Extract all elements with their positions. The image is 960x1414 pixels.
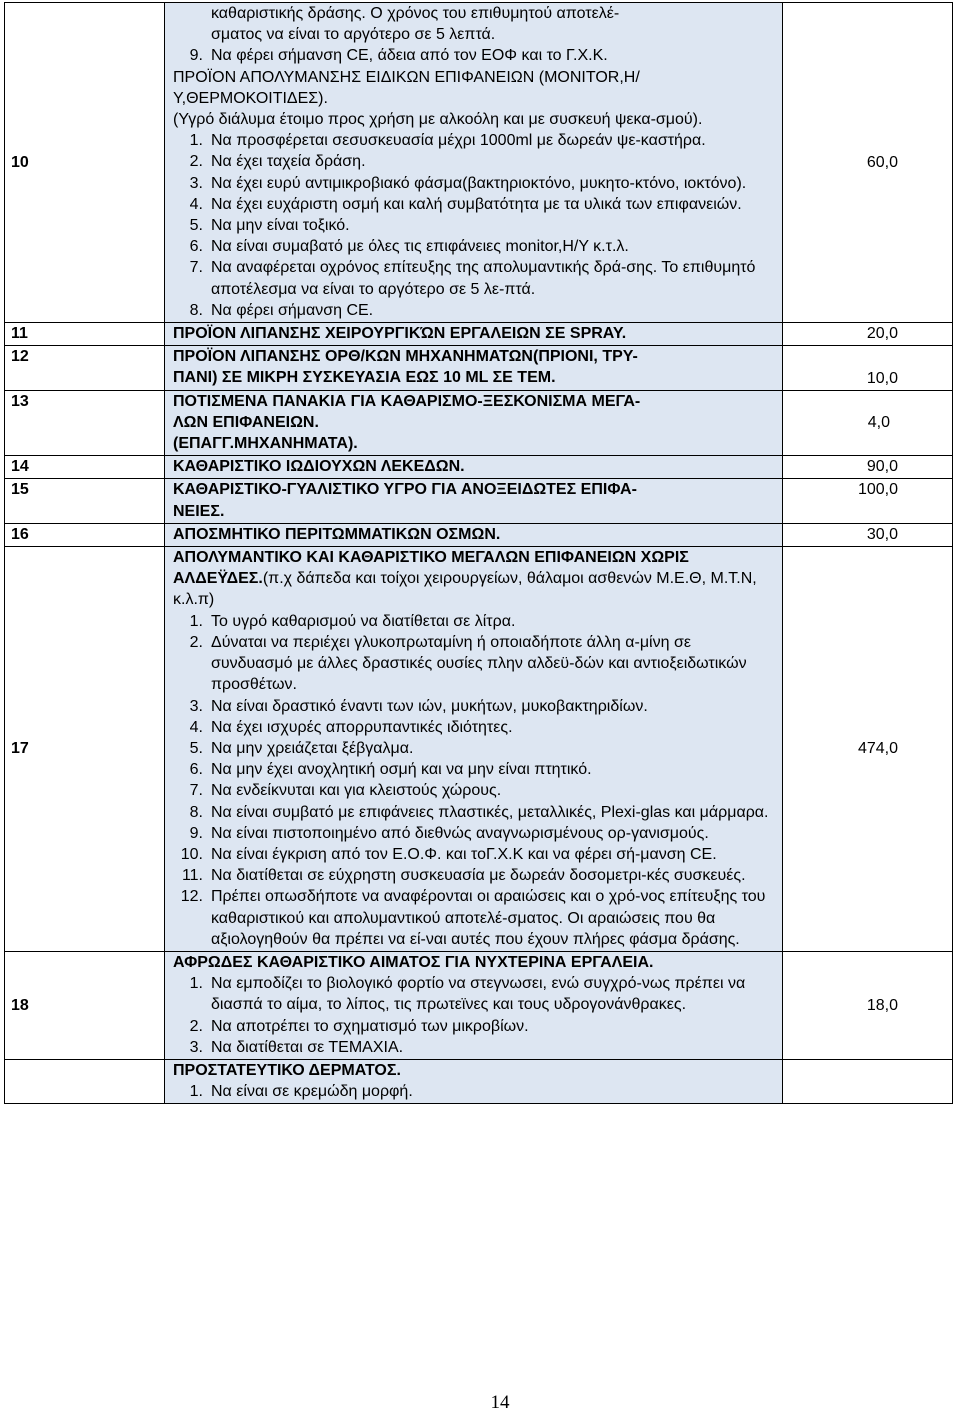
spec-index: 4. [189,718,203,736]
item-description [165,547,783,952]
spec-text: Πρέπει οπωσδήποτε να αναφέρονται οι αραιώσεις και ο χρό-νος επίτευξης του καθαριστικού και απολυμαντικού αποτελέ-σματος. Οι αραιώσεις που θα αξιολογηθούν θα πρέπει να εί-ναι αυτές που έχουν πλήρες φάσμα δράσης. [211,888,766,948]
item-quantity: 20,0 [783,323,953,346]
table-row [5,346,953,390]
item-title-line: (ΕΠΑΓΓ.ΜΗΧΑΝΗΜΑΤΑ). [173,435,358,453]
item-quantity: 10,0 [783,346,953,390]
spec-index: 9. [189,824,203,842]
spec-line: καθαριστικής δράσης. Ο χρόνος του επιθυμητού αποτελέ- [211,5,620,22]
item-title-line: ΠΑΝΙ) ΣΕ ΜΙΚΡΗ ΣΥΣΚΕΥΑΣΙΑ ΕΩΣ 10 ML ΣΕ ΤΕΜ. [173,369,556,387]
item-quantity: 90,0 [783,456,953,479]
item-number: 11 [5,323,165,346]
table-row [5,547,953,952]
item-number [5,1059,165,1103]
item-title-line: ΝΕΙΕΣ. [173,502,225,520]
spec-text: Να ενδείκνυται και για κλειστούς χώρους. [211,782,502,800]
spec-index: 8. [189,803,203,821]
item-title: ΠΡΟΪΟΝ ΛΙΠΑΝΣΗΣ ΧΕΙΡΟΥΡΓΙΚΏΝ ΕΡΓΑΛΕΙΩΝ ΣΕ SPRAY. [165,323,783,346]
spec-index: 12. [180,888,203,906]
item-title-line: ΠΟΤΙΣΜΕΝΑ ΠΑΝΑΚΙΑ ΓΙΑ ΚΑΘΑΡΙΣΜΟ-ΞΕΣΚΟΝΙΣΜΑ ΜΕΓΑ- [173,392,641,410]
page-number: 14 [490,1392,510,1413]
spec-index: 9. [189,47,203,65]
item-title: ΚΑΘΑΡΙΣΤΙΚΟ ΙΩΔΙΟΥΧΩΝ ΛΕΚΕΔΩΝ. [165,456,783,479]
spec-index: 11. [181,867,203,885]
spec-text: Να μην χρειάζεται ξέβγαλμα. [211,739,414,757]
item-quantity: 4,0 [783,390,953,456]
spec-index: 8. [189,301,203,319]
table-row [5,479,953,523]
spec-index: 1. [189,612,203,630]
specifications-table [4,2,953,1104]
item-description [165,346,783,390]
spec-text: Να προσφέρεται σεσυσκευασία μέχρι 1000ml με δωρεάν ψε-καστήρα. [211,132,706,150]
item-title-line: ΚΑΘΑΡΙΣΤΙΚΟ-ΓΥΑΛΙΣΤΙΚΟ ΥΓΡΟ ΓΙΑ ΑΝΟΞΕΙΔΩΤΕΣ ΕΠΙΦΑ- [173,481,637,499]
spec-index: 6. [189,238,203,256]
spec-text: Να διατίθεται σε εύχρηστη συσκευασία με δωρεάν δοσομετρι-κές συσκευές. [211,867,746,885]
spec-text: Να αναφέρεται οχρόνος επίτευξης της απολυμαντικής δρά-σης. Το επιθυμητό αποτέλεσμα να είναι το αργότερο σε 5 λε-πτά. [211,259,756,298]
item-number: 14 [5,456,165,479]
spec-index: 7. [189,259,203,277]
item-title: ΠΡΟΪΟΝ ΑΠΟΛΥΜΑΝΣΗΣ ΕΙΔΙΚΩΝ ΕΠΙΦΑΝΕΙΩΝ (MONITOR,Η/Υ,ΘΕΡΜΟΚΟΙΤΙΔΕΣ). [173,68,640,107]
spec-index: 1. [189,1083,203,1101]
item-quantity [783,1059,953,1103]
item-intro: (Υγρό διάλυμα έτοιμο προς χρήση με αλκοόλη και με συσκευή ψεκα-σμού). [173,111,703,129]
spec-text: Να έχει ταχεία δράση. [211,153,366,171]
spec-text: Να έχει ισχυρές απορρυπαντικές ιδιότητες. [211,718,513,736]
item-number: 16 [5,523,165,546]
item-quantity: 474,0 [783,547,953,952]
spec-text: Να έχει ευχάριστη οσμή και καλή συμβατότητα με τα υλικά των επιφανειών. [211,195,742,213]
table-row [5,523,953,546]
table-row [5,3,953,323]
table-row [5,390,953,456]
spec-text: Να είναι συμαβατό με όλες τις επιφάνειες monitor,Η/Υ κ.τ.λ. [211,238,629,256]
item-quantity: 60,0 [783,3,953,323]
item-quantity: 18,0 [783,951,953,1059]
spec-index: 2. [189,153,203,171]
spec-index: 3. [189,697,203,715]
item-description [165,951,783,1059]
item-title-line: ΠΡΟΪΟΝ ΛΙΠΑΝΣΗΣ ΟΡΘ/ΚΩΝ ΜΗΧΑΝΗΜΑΤΩΝ(ΠΡΙΟΝΙ, ΤΡΥ- [173,348,638,366]
spec-text: Να μην είναι τοξικό. [211,217,350,235]
table-row [5,323,953,346]
spec-line: Να φέρει σήμανση CE, άδεια από τον ΕΟΦ και το Γ.Χ.Κ. [211,47,608,65]
item-number: 13 [5,390,165,456]
item-number: 18 [5,951,165,1059]
spec-index: 1. [189,132,203,150]
item-number: 17 [5,547,165,952]
item-title-tail: (π.χ δάπεδα και τοίχοι χειρουργείων, θάλαμοι ασθενών Μ.Ε.Θ, Μ.Τ.Ν, κ.λ.π) [173,570,757,609]
item-description [165,390,783,456]
spec-index: 4. [189,195,203,213]
spec-text: Να είναι συμβατό με επιφάνειες πλαστικές, μεταλλικές, Plexi-glas και μάρμαρα. [211,803,769,821]
item-quantity: 100,0 [783,479,953,523]
spec-index: 5. [189,739,203,757]
item-number: 12 [5,346,165,390]
spec-index: 1. [189,975,203,993]
item-description [165,479,783,523]
spec-index: 6. [189,761,203,779]
item-quantity: 30,0 [783,523,953,546]
spec-text: Να διατίθεται σε ΤΕΜΑΧΙΑ. [211,1038,404,1056]
item-number: 15 [5,479,165,523]
item-description [165,3,783,323]
spec-index: 3. [189,174,203,192]
spec-text: Το υγρό καθαρισμού να διατίθεται σε λίτρα. [211,612,516,630]
spec-index: 7. [189,782,203,800]
item-title: ΠΡΟΣΤΑΤΕΥΤΙΚΟ ΔΕΡΜΑΤΟΣ. [173,1061,401,1079]
spec-index: 2. [189,1017,203,1035]
spec-index: 3. [189,1038,203,1056]
item-description [165,1059,783,1103]
spec-text: Να έχει ευρύ αντιμικροβιακό φάσμα(βακτηριοκτόνο, μυκητο-κτόνο, ιοκτόνο). [211,174,747,192]
spec-index: 10. [180,845,203,863]
item-title: ΑΠΟΣΜΗΤΙΚΟ ΠΕΡΙΤΩΜΜΑΤΙΚΩΝ ΟΣΜΩΝ. [165,523,783,546]
spec-index: 5. [189,217,203,235]
table-row [5,1059,953,1103]
spec-text: Να είναι σε κρεμώδη μορφή. [211,1083,413,1101]
spec-text: Να είναι πιστοποιημένο από διεθνώς αναγνωρισμένους ορ-γανισμούς. [211,824,709,842]
item-title-line: ΛΩΝ ΕΠΙΦΑΝΕΙΩΝ. [173,413,319,431]
item-title: ΑΠΟΛΥΜΑΝΤΙΚΟ ΚΑΙ ΚΑΘΑΡΙΣΤΙΚΟ ΜΕΓΑΛΩΝ ΕΠΙΦΑΝΕΙΩΝ ΧΩΡΙΣ ΑΛΔΕΫΔΕΣ. [173,549,689,588]
table-row [5,951,953,1059]
spec-text: Να είναι έγκριση από τον Ε.Ο.Φ. και τοΓ.Χ.Κ και να φέρει σή-μανση CE. [211,845,717,863]
spec-text: Να φέρει σήμανση CE. [211,301,374,319]
spec-text: Να αποτρέπει το σχηματισμό των μικροβίων. [211,1017,529,1035]
item-number: 10 [5,3,165,323]
spec-text: Να μην έχει ανοχλητική οσμή και να μην είναι πτητικό. [211,761,592,779]
spec-text: Να εμποδίζει το βιολογικό φορτίο να στεγνωσει, ενώ συγχρό-νως πρέπει να διασπά το αίμα, το λίπος, τις πρωτεϊνες και τους υδρογονάνθρακες. [211,975,746,1014]
spec-index: 2. [189,633,203,651]
spec-text: Να είναι δραστικό έναντι των ιών, μυκήτων, μυκοβακτηριδίων. [211,697,648,715]
item-title: ΑΦΡΩΔΕΣ ΚΑΘΑΡΙΣΤΙΚΟ ΑΙΜΑΤΟΣ ΓΙΑ ΝΥΧΤΕΡΙΝΑ ΕΡΓΑΛΕΙΑ. [173,953,654,971]
spec-line: σματος να είναι το αργότερο σε 5 λεπτά. [211,26,496,44]
table-row [5,456,953,479]
spec-text: Δύναται να περιέχει γλυκοπρωταμίνη ή οποιαδήποτε άλλη α-μίνη σε συνδυασμό με άλλες δραστικές ουσίες πλην αλδεϋ-δών και αντιοξειδωτικών προσθέτων. [211,633,747,694]
